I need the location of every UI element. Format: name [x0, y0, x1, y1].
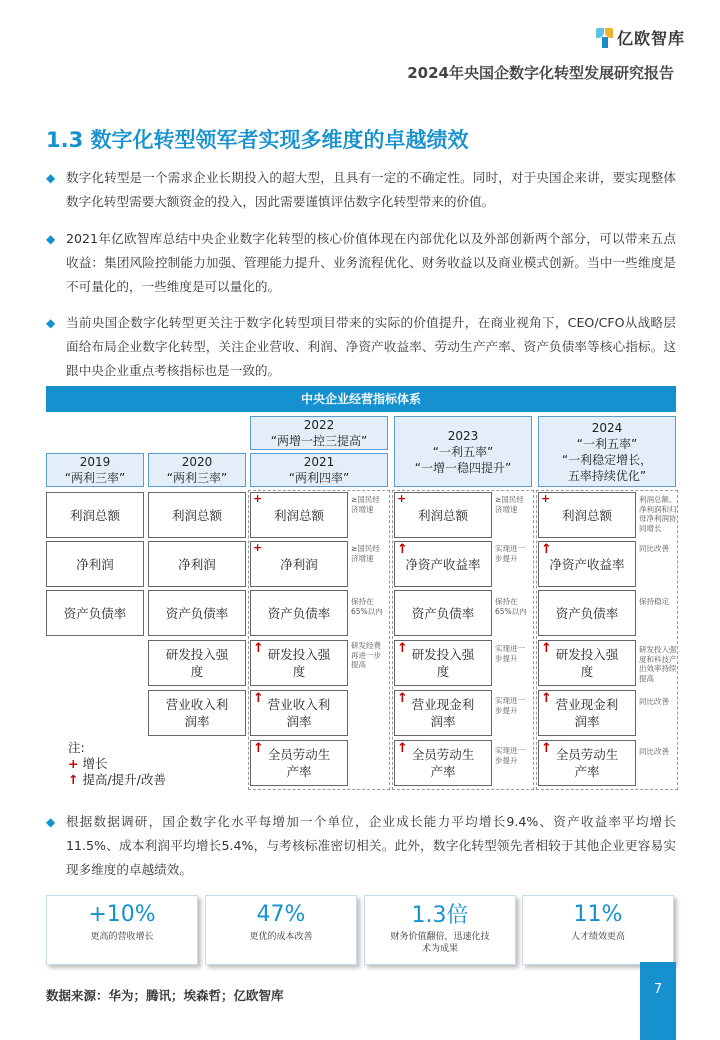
up-arrow-icon: ↑ [253, 641, 264, 656]
stat-label: 财务价值翻倍，迅速化技术为成果 [390, 932, 490, 954]
cell-note: 研发经费再进一步提高 [351, 641, 381, 669]
up-arrow-icon: ↑ [541, 741, 552, 756]
plus-icon: + [253, 492, 263, 505]
indicator-cell: 利润总额 [538, 492, 636, 538]
header-slogan: 五率持续优化” [567, 468, 647, 483]
header-year: 2021 [303, 455, 335, 469]
up-arrow-icon: ↑ [253, 741, 264, 756]
indicator-cell: 资产负债率 [538, 590, 636, 636]
stat-card [46, 895, 198, 965]
header-slogan: “一利五率” [576, 436, 638, 451]
header-2022 [250, 416, 388, 450]
cell-note: 研发投入强度和科技产出效率持续提高 [639, 645, 677, 683]
bullet-text: 数字化转型是一个需求企业长期投入的超大型，且具有一定的不确定性。同时，对于央国企来讲，要实现整体数字化转型需要大额资金的投入，因此需要谨慎评估数字化转型带来的价值。 [66, 170, 676, 209]
stat-label: 更优的成本改善 [249, 932, 313, 942]
indicator-cell: 营业现金利润率 [394, 690, 492, 736]
cell-note: 利润总额、净利润和归母净利润协同增长 [639, 495, 677, 533]
indicator-cell: 利润总额 [250, 492, 348, 538]
up-arrow-icon: ↑ [541, 542, 552, 557]
report-title: 2024年央国企数字化转型发展研究报告 [407, 64, 674, 82]
stat-value: 47% [256, 902, 306, 927]
header-2024 [538, 416, 676, 487]
bullet-text: 当前央国企数字化转型更关注于数字化转型项目带来的实际的价值提升，在商业视角下，CEO/CFO从战略层面给布局企业数字化转型，关注企业营收、利润、净资产收益率、劳动生产产率、资产负债率等核心指标。这跟中央企业重点考核指标也是一致的。 [66, 315, 676, 378]
cell-note: 同比改善 [639, 697, 669, 706]
header-year: 2020 [181, 455, 213, 469]
up-arrow-icon: ↑ [253, 691, 264, 706]
header-slogan: “两利三率” [64, 471, 126, 485]
bullet-paragraph [46, 311, 676, 383]
cell-note: ≥国民经济增速 [495, 495, 524, 514]
stat-value: 11% [573, 902, 623, 927]
diamond-icon: ◆ [46, 232, 56, 246]
indicator-cell: 利润总额 [46, 492, 144, 538]
bullet-text: 2021年亿欧智库总结中央企业数字化转型的核心价值体现在内部优化以及外部创新两个部分，可以带来五点收益：集团风险控制能力加强、管理能力提升、业务流程优化、财务收益以及商业模式创新。当中一些维度是不可量化的，一些维度是可以量化的。 [66, 231, 676, 294]
stat-card [522, 895, 674, 965]
header-slogan: “两利四率” [288, 471, 350, 485]
plus-icon: + [253, 541, 263, 554]
indicator-cell: 净资产收益率 [538, 541, 636, 587]
up-arrow-icon: ↑ [68, 772, 79, 787]
diamond-icon: ◆ [46, 171, 56, 185]
indicator-cell: 资产负债率 [46, 590, 144, 636]
cell-note: ≥国民经济增速 [351, 495, 380, 514]
diamond-icon: ◆ [46, 815, 56, 829]
legend-title: 注: [68, 740, 85, 755]
indicator-cell: 资产负债率 [250, 590, 348, 636]
indicator-cell: 研发投入强度 [538, 640, 636, 686]
bullet-paragraph [46, 166, 676, 214]
up-arrow-icon: ↑ [397, 641, 408, 656]
indicator-cell: 研发投入强度 [148, 640, 246, 686]
logo-icon [596, 28, 614, 48]
indicator-cell: 全员劳动生产率 [250, 740, 348, 786]
header-year: 2023 [447, 428, 479, 443]
data-source: 数据来源：华为；腾讯；埃森哲；亿欧智库 [46, 988, 284, 1003]
header-slogan: “一增一稳四提升” [414, 460, 512, 475]
logo-text: 亿欧智库 [617, 29, 686, 48]
indicator-cell: 营业收入利润率 [250, 690, 348, 736]
brand-logo [596, 26, 685, 49]
stat-value: 1.3倍 [411, 903, 469, 928]
indicator-cell: 全员劳动生产率 [394, 740, 492, 786]
stat-label: 更高的营收增长 [90, 932, 154, 942]
up-arrow-icon: ↑ [541, 691, 552, 706]
cell-note: 实现进一步提升 [495, 746, 525, 765]
page-number-bar [640, 962, 676, 1040]
legend-plus-label: 增长 [82, 756, 108, 771]
cell-note: 实现进一步提升 [495, 644, 525, 663]
indicator-cell: 资产负债率 [394, 590, 492, 636]
header-2023 [394, 416, 532, 487]
cell-note: 同比改善 [639, 544, 669, 553]
plus-icon: + [541, 492, 551, 505]
page-number: 7 [653, 982, 663, 997]
cell-note: ≥国民经济增速 [351, 544, 380, 563]
header-slogan: “两利三率” [166, 471, 228, 485]
cell-note: 保持在65%以内 [351, 597, 383, 616]
cell-note: 保持在65%以内 [495, 597, 527, 616]
header-slogan: “一利稳定增长， [561, 452, 653, 467]
header-2020 [148, 453, 246, 487]
cell-note: 保持稳定 [639, 597, 669, 606]
header-year: 2024 [591, 420, 623, 435]
indicator-cell: 净利润 [46, 541, 144, 587]
up-arrow-icon: ↑ [397, 542, 408, 557]
diamond-icon: ◆ [46, 316, 56, 330]
legend-plus-row [68, 756, 166, 772]
stat-card [364, 895, 516, 965]
header-2021 [250, 453, 388, 487]
header-year: 2022 [303, 418, 335, 432]
indicator-cell: 净利润 [148, 541, 246, 587]
indicator-cell: 全员劳动生产率 [538, 740, 636, 786]
cell-note: 实现进一步提升 [495, 544, 525, 563]
up-arrow-icon: ↑ [397, 741, 408, 756]
indicator-cell: 利润总额 [148, 492, 246, 538]
cell-note: 同比改善 [639, 747, 669, 756]
matrix-legend [68, 740, 166, 788]
section-title: 1.3 数字化转型领军者实现多维度的卓越绩效 [46, 128, 469, 152]
bullet-text: 根据数据调研，国企数字化水平每增加一个单位，企业成长能力平均增长9.4%、资产收益率平均增长11.5%、成本利润平均增长5.4%，与考核标准密切相关。此外，数字化转型领先者相较于其他企业更容易实现多维度的卓越绩效。 [66, 814, 676, 877]
indicator-cell: 营业收入利润率 [148, 690, 246, 736]
header-slogan: “两增一控三提高” [270, 434, 368, 448]
plus-icon: + [397, 492, 407, 505]
stat-value: +10% [88, 902, 156, 927]
indicator-cell: 研发投入强度 [250, 640, 348, 686]
stat-card [205, 895, 357, 965]
header-slogan: “一利五率” [432, 444, 494, 459]
indicator-cell: 研发投入强度 [394, 640, 492, 686]
legend-arrow-row [68, 772, 166, 788]
header-year: 2019 [79, 455, 111, 469]
header-2019 [46, 453, 144, 487]
matrix-banner: 中央企业经营指标体系 [46, 386, 676, 412]
indicator-cell: 净利润 [250, 541, 348, 587]
indicator-cell: 利润总额 [394, 492, 492, 538]
bullet-paragraph [46, 810, 676, 882]
up-arrow-icon: ↑ [541, 641, 552, 656]
indicator-cell: 资产负债率 [148, 590, 246, 636]
legend-arrow-label: 提高/提升/改善 [82, 772, 166, 787]
stat-label: 人才绩效更高 [570, 932, 625, 942]
indicator-cell: 营业现金利润率 [538, 690, 636, 736]
up-arrow-icon: ↑ [397, 691, 408, 706]
indicator-cell: 净资产收益率 [394, 541, 492, 587]
bullet-paragraph [46, 227, 676, 299]
plus-icon: + [68, 756, 79, 771]
cell-note: 实现进一步提升 [495, 696, 525, 715]
